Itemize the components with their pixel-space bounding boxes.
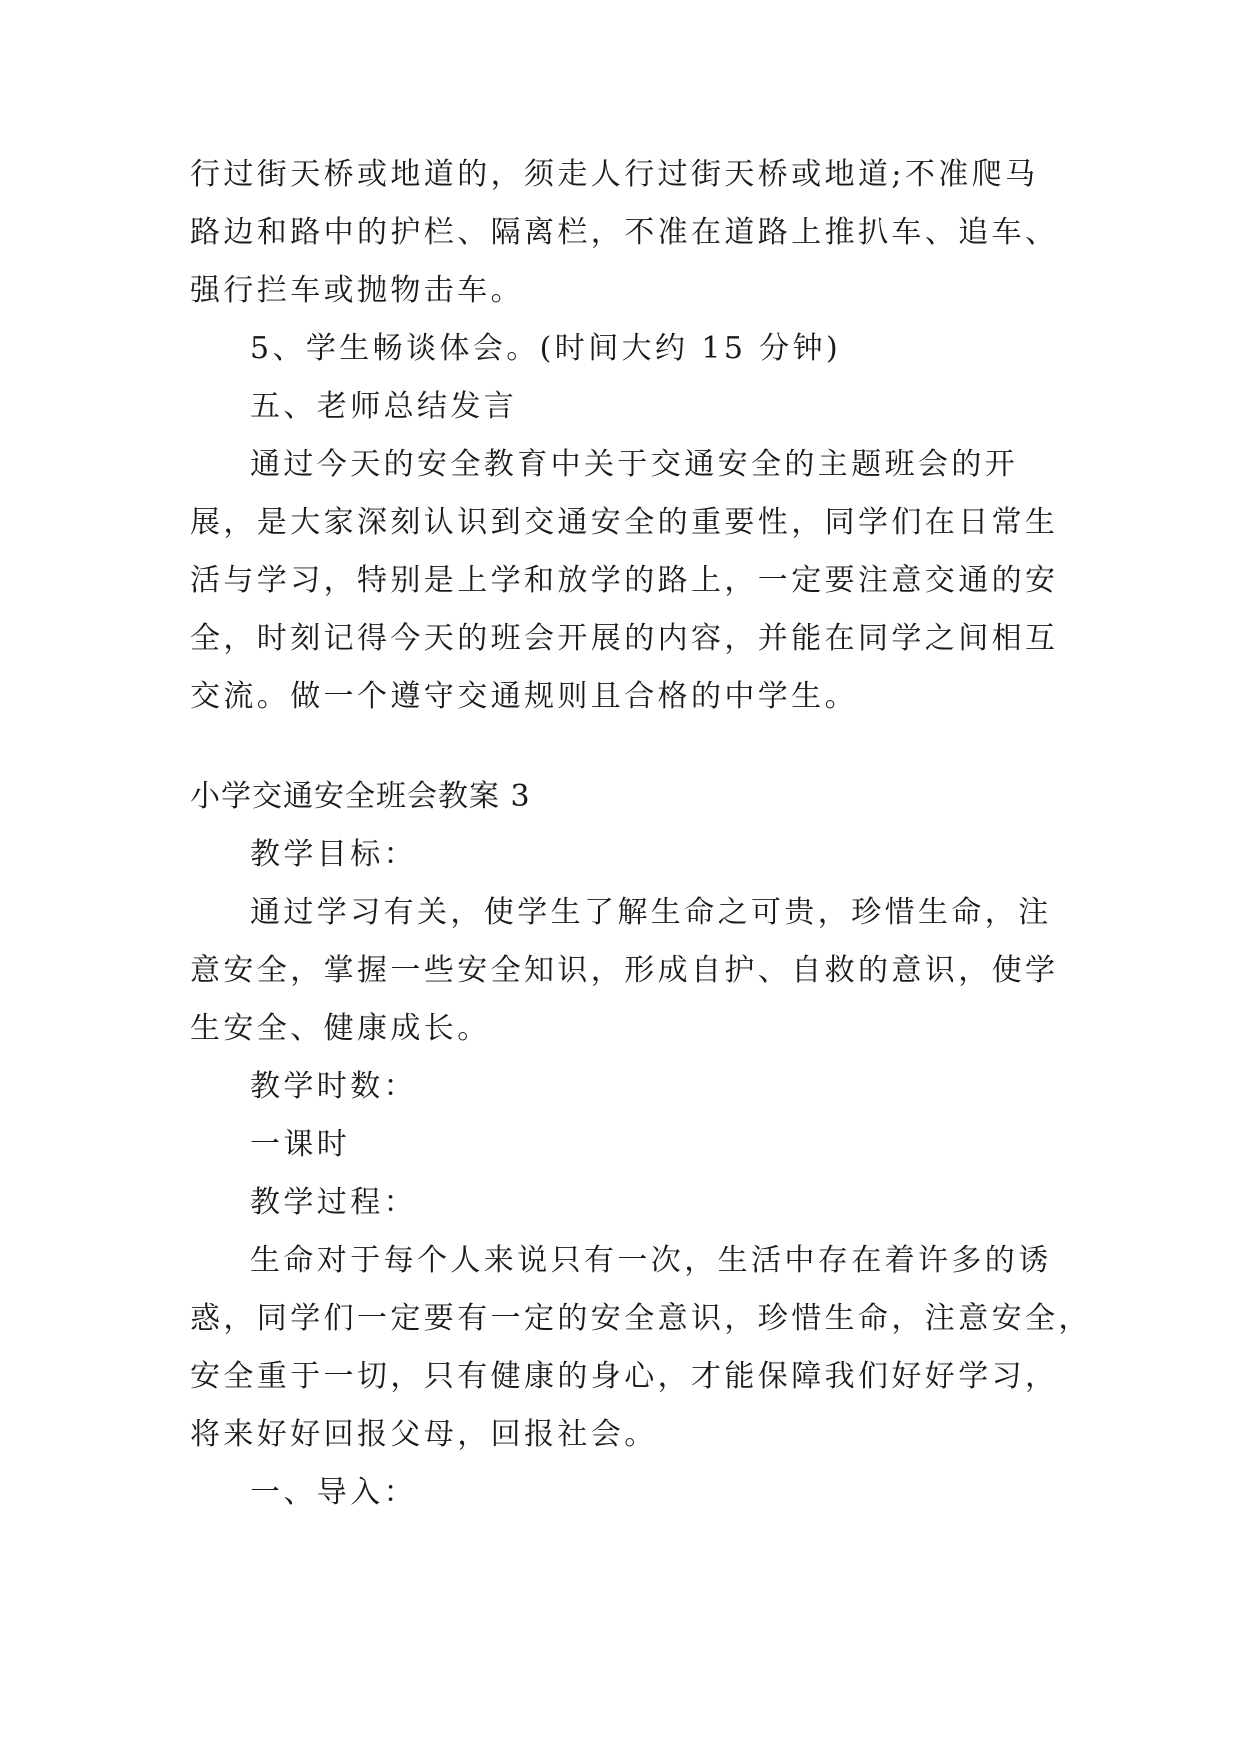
paragraph-line: 生命对于每个人来说只有一次，生活中存在着许多的诱 [250, 1243, 1052, 1278]
paragraph-line: 展，是大家深刻认识到交通安全的重要性，同学们在日常生 [190, 505, 1059, 540]
paragraph-line: 路边和路中的护栏、隔离栏，不准在道路上推扒车、追车、 [190, 215, 1059, 250]
section-heading: 五、老师总结发言 [250, 389, 518, 424]
paragraph-line: 通过学习有关，使学生了解生命之可贵，珍惜生命，注 [250, 895, 1052, 930]
section-heading: 教学目标： [250, 837, 417, 872]
document-title: 小学交通安全班会教案 3 [190, 779, 531, 814]
paragraph-line: 惑，同学们一定要有一定的安全意识，珍惜生命，注意安全， [190, 1301, 1092, 1336]
paragraph-line: 强行拦车或抛物击车。 [190, 273, 524, 308]
paragraph-line: 5、学生畅谈体会。(时间大约 15 分钟) [250, 331, 842, 366]
paragraph-line: 全，时刻记得今天的班会开展的内容，并能在同学之间相互 [190, 621, 1059, 656]
section-heading: 一、导入： [250, 1475, 417, 1510]
paragraph-line: 一课时 [250, 1127, 351, 1162]
paragraph-line: 安全重于一切，只有健康的身心，才能保障我们好好学习， [190, 1359, 1059, 1394]
paragraph-line: 将来好好回报父母，回报社会。 [190, 1417, 658, 1452]
paragraph-line: 通过今天的安全教育中关于交通安全的主题班会的开 [250, 447, 1019, 482]
paragraph-line: 生安全、健康成长。 [190, 1011, 491, 1046]
section-heading: 教学过程： [250, 1185, 417, 1220]
paragraph-line: 交流。做一个遵守交通规则且合格的中学生。 [190, 679, 858, 714]
paragraph-line: 意安全，掌握一些安全知识，形成自护、自救的意识，使学 [190, 953, 1059, 988]
document-body [190, 156, 1092, 1532]
paragraph-line: 行过街天桥或地道的，须走人行过街天桥或地道;不准爬马 [190, 157, 1039, 192]
section-heading: 教学时数： [250, 1069, 417, 1104]
paragraph-line: 活与学习，特别是上学和放学的路上，一定要注意交通的安 [190, 563, 1059, 598]
